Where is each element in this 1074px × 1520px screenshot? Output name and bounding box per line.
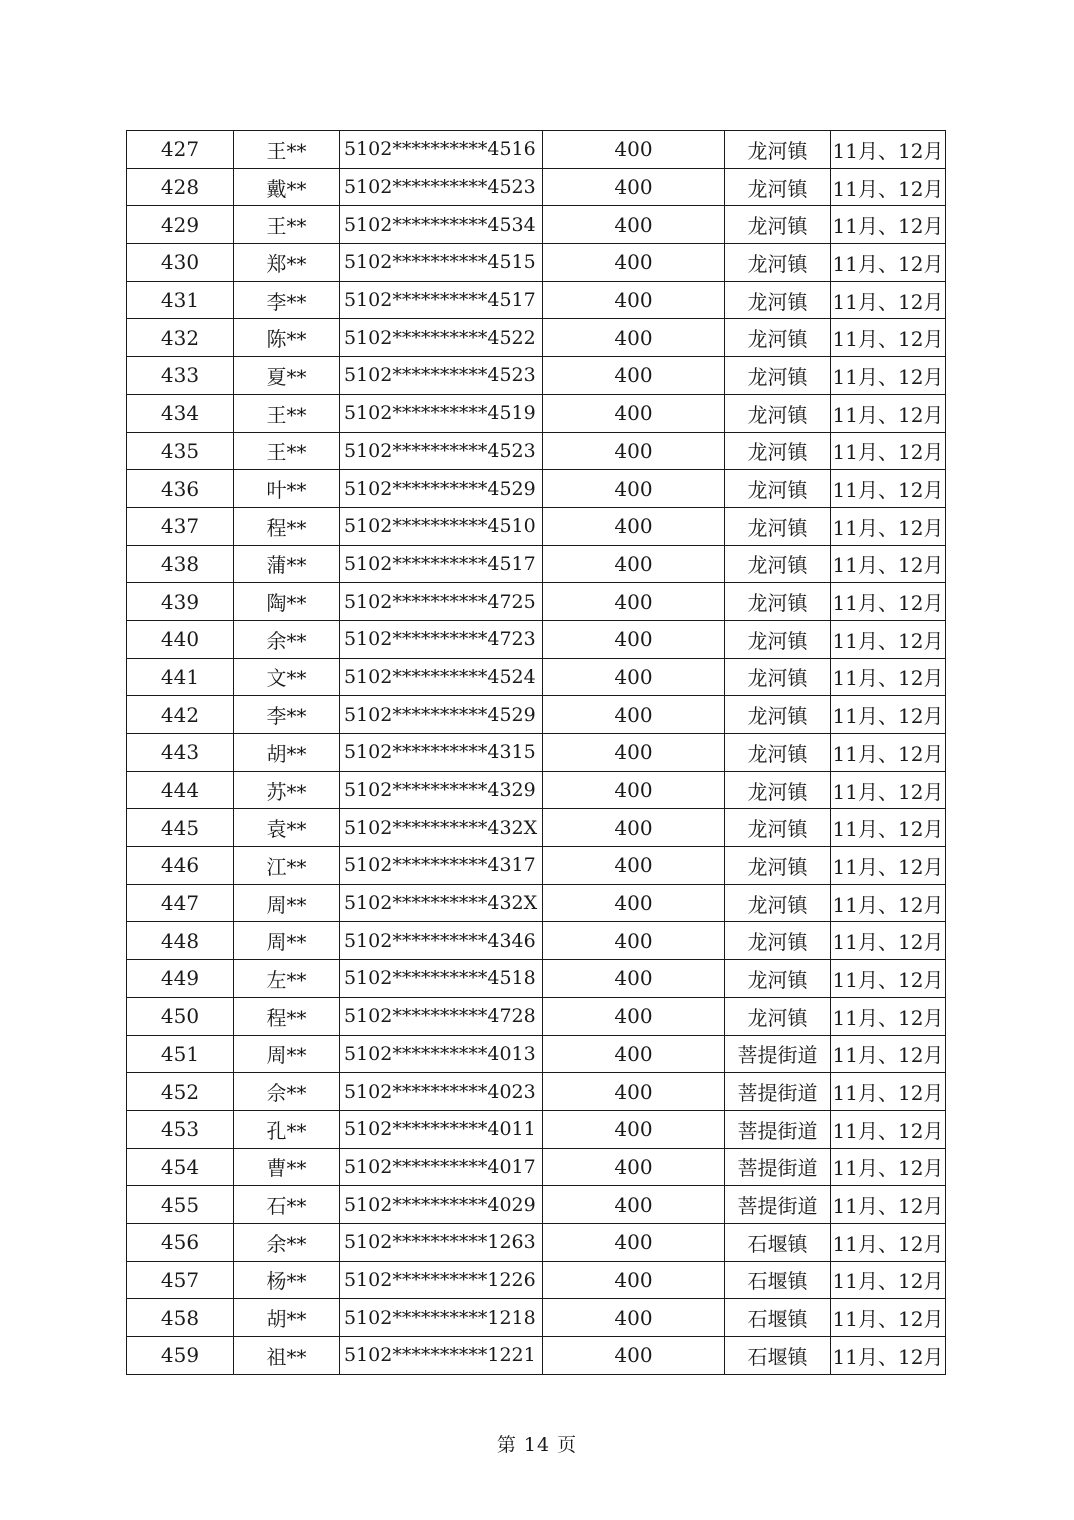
cell-amount: 400 [543,1261,725,1299]
cell-number: 452 [127,1073,234,1111]
table-row [127,131,946,169]
cell-number: 442 [127,696,234,734]
cell-town: 龙河镇 [725,696,831,734]
cell-name: 郑** [234,244,340,282]
table-row [127,960,946,998]
cell-months: 11月、12月 [831,658,946,696]
cell-name: 苏** [234,771,340,809]
cell-months: 11月、12月 [831,583,946,621]
cell-name: 程** [234,997,340,1035]
table-row [127,809,946,847]
cell-name: 余** [234,620,340,658]
cell-name: 左** [234,960,340,998]
cell-amount: 400 [543,1337,725,1375]
cell-number: 446 [127,847,234,885]
cell-amount: 400 [543,997,725,1035]
cell-name: 杨** [234,1261,340,1299]
cell-months: 11月、12月 [831,244,946,282]
cell-number: 451 [127,1035,234,1073]
cell-id-number: 5102**********4517 [340,545,543,583]
cell-name: 陈** [234,319,340,357]
cell-id-number: 5102**********4522 [340,319,543,357]
table-row [127,1186,946,1224]
table-row [127,1073,946,1111]
table-row [127,771,946,809]
cell-number: 427 [127,131,234,169]
cell-town: 龙河镇 [725,394,831,432]
cell-number: 454 [127,1148,234,1186]
cell-number: 435 [127,432,234,470]
cell-months: 11月、12月 [831,847,946,885]
cell-id-number: 5102**********4523 [340,357,543,395]
cell-number: 438 [127,545,234,583]
cell-months: 11月、12月 [831,884,946,922]
cell-amount: 400 [543,319,725,357]
cell-amount: 400 [543,206,725,244]
cell-number: 428 [127,168,234,206]
cell-months: 11月、12月 [831,960,946,998]
cell-months: 11月、12月 [831,771,946,809]
cell-number: 434 [127,394,234,432]
cell-name: 文** [234,658,340,696]
cell-amount: 400 [543,1073,725,1111]
cell-months: 11月、12月 [831,168,946,206]
cell-name: 周** [234,1035,340,1073]
table-row [127,281,946,319]
cell-name: 夏** [234,357,340,395]
cell-town: 龙河镇 [725,281,831,319]
cell-town: 龙河镇 [725,658,831,696]
table-row [127,922,946,960]
cell-amount: 400 [543,1110,725,1148]
cell-id-number: 5102**********4510 [340,507,543,545]
cell-number: 429 [127,206,234,244]
table-row [127,1299,946,1337]
cell-name: 江** [234,847,340,885]
table-row [127,1337,946,1375]
cell-number: 431 [127,281,234,319]
cell-town: 菩提街道 [725,1035,831,1073]
cell-name: 石** [234,1186,340,1224]
cell-id-number: 5102**********4723 [340,620,543,658]
cell-amount: 400 [543,1186,725,1224]
cell-name: 曹** [234,1148,340,1186]
cell-amount: 400 [543,244,725,282]
cell-number: 439 [127,583,234,621]
table-row [127,1148,946,1186]
cell-town: 龙河镇 [725,771,831,809]
cell-months: 11月、12月 [831,1148,946,1186]
table-row [127,1261,946,1299]
cell-amount: 400 [543,583,725,621]
table-row [127,884,946,922]
cell-town: 龙河镇 [725,131,831,169]
cell-id-number: 5102**********4023 [340,1073,543,1111]
cell-name: 祖** [234,1337,340,1375]
cell-months: 11月、12月 [831,357,946,395]
cell-name: 孔** [234,1110,340,1148]
cell-number: 448 [127,922,234,960]
cell-town: 菩提街道 [725,1148,831,1186]
table-row [127,394,946,432]
cell-number: 441 [127,658,234,696]
cell-town: 龙河镇 [725,168,831,206]
cell-amount: 400 [543,394,725,432]
cell-name: 叶** [234,470,340,508]
cell-town: 龙河镇 [725,847,831,885]
cell-id-number: 5102**********1218 [340,1299,543,1337]
cell-number: 455 [127,1186,234,1224]
cell-name: 周** [234,922,340,960]
cell-amount: 400 [543,960,725,998]
cell-months: 11月、12月 [831,997,946,1035]
table-row [127,357,946,395]
cell-months: 11月、12月 [831,1110,946,1148]
cell-id-number: 5102**********4523 [340,168,543,206]
cell-town: 龙河镇 [725,545,831,583]
cell-name: 戴** [234,168,340,206]
cell-name: 王** [234,206,340,244]
cell-id-number: 5102**********4529 [340,696,543,734]
cell-id-number: 5102**********1226 [340,1261,543,1299]
cell-number: 449 [127,960,234,998]
cell-town: 龙河镇 [725,357,831,395]
cell-town: 龙河镇 [725,470,831,508]
cell-months: 11月、12月 [831,1073,946,1111]
cell-id-number: 5102**********4518 [340,960,543,998]
cell-id-number: 5102**********4029 [340,1186,543,1224]
cell-town: 石堰镇 [725,1223,831,1261]
cell-amount: 400 [543,696,725,734]
cell-months: 11月、12月 [831,620,946,658]
cell-number: 437 [127,507,234,545]
cell-town: 石堰镇 [725,1337,831,1375]
cell-name: 王** [234,394,340,432]
table-row [127,432,946,470]
cell-name: 周** [234,884,340,922]
table-row [127,734,946,772]
cell-number: 443 [127,734,234,772]
cell-name: 王** [234,131,340,169]
cell-name: 余** [234,1223,340,1261]
cell-town: 龙河镇 [725,620,831,658]
cell-months: 11月、12月 [831,1299,946,1337]
cell-number: 459 [127,1337,234,1375]
cell-town: 龙河镇 [725,432,831,470]
beneficiary-table [126,130,946,1375]
cell-amount: 400 [543,847,725,885]
cell-town: 石堰镇 [725,1261,831,1299]
cell-id-number: 5102**********1263 [340,1223,543,1261]
cell-id-number: 5102**********4013 [340,1035,543,1073]
cell-name: 王** [234,432,340,470]
table-row [127,1110,946,1148]
cell-months: 11月、12月 [831,432,946,470]
cell-id-number: 5102**********4329 [340,771,543,809]
cell-id-number: 5102**********432X [340,884,543,922]
table-row [127,319,946,357]
cell-id-number: 5102**********4534 [340,206,543,244]
cell-name: 李** [234,281,340,319]
cell-number: 430 [127,244,234,282]
cell-number: 445 [127,809,234,847]
cell-name: 胡** [234,734,340,772]
cell-months: 11月、12月 [831,319,946,357]
cell-amount: 400 [543,922,725,960]
cell-town: 龙河镇 [725,884,831,922]
cell-number: 450 [127,997,234,1035]
cell-id-number: 5102**********4017 [340,1148,543,1186]
cell-id-number: 5102**********432X [340,809,543,847]
cell-town: 龙河镇 [725,244,831,282]
cell-amount: 400 [543,470,725,508]
cell-town: 菩提街道 [725,1073,831,1111]
cell-amount: 400 [543,1035,725,1073]
cell-name: 蒲** [234,545,340,583]
table-row [127,696,946,734]
cell-town: 石堰镇 [725,1299,831,1337]
cell-id-number: 5102**********4516 [340,131,543,169]
table-row [127,206,946,244]
cell-amount: 400 [543,168,725,206]
cell-amount: 400 [543,734,725,772]
cell-months: 11月、12月 [831,1186,946,1224]
cell-amount: 400 [543,131,725,169]
table-row [127,620,946,658]
cell-town: 龙河镇 [725,507,831,545]
cell-months: 11月、12月 [831,696,946,734]
cell-id-number: 5102**********4011 [340,1110,543,1148]
cell-amount: 400 [543,884,725,922]
table-body [127,131,946,1375]
cell-months: 11月、12月 [831,734,946,772]
cell-town: 菩提街道 [725,1186,831,1224]
cell-town: 龙河镇 [725,734,831,772]
cell-id-number: 5102**********4728 [340,997,543,1035]
cell-town: 龙河镇 [725,809,831,847]
cell-id-number: 5102**********4524 [340,658,543,696]
cell-amount: 400 [543,771,725,809]
cell-months: 11月、12月 [831,470,946,508]
cell-town: 龙河镇 [725,319,831,357]
cell-months: 11月、12月 [831,131,946,169]
cell-amount: 400 [543,507,725,545]
cell-months: 11月、12月 [831,507,946,545]
cell-amount: 400 [543,658,725,696]
cell-months: 11月、12月 [831,922,946,960]
cell-name: 佘** [234,1073,340,1111]
cell-name: 袁** [234,809,340,847]
cell-amount: 400 [543,620,725,658]
table-row [127,507,946,545]
cell-months: 11月、12月 [831,281,946,319]
cell-months: 11月、12月 [831,809,946,847]
cell-id-number: 5102**********4346 [340,922,543,960]
table-row [127,847,946,885]
cell-town: 龙河镇 [725,960,831,998]
cell-id-number: 5102**********4519 [340,394,543,432]
cell-amount: 400 [543,1299,725,1337]
cell-months: 11月、12月 [831,1223,946,1261]
table-row [127,583,946,621]
table-row [127,244,946,282]
cell-id-number: 5102**********4725 [340,583,543,621]
table-row [127,997,946,1035]
cell-number: 456 [127,1223,234,1261]
cell-number: 440 [127,620,234,658]
table-row [127,1035,946,1073]
cell-town: 龙河镇 [725,922,831,960]
cell-id-number: 5102**********4523 [340,432,543,470]
cell-id-number: 5102**********4317 [340,847,543,885]
cell-name: 程** [234,507,340,545]
cell-number: 457 [127,1261,234,1299]
cell-id-number: 5102**********4515 [340,244,543,282]
cell-number: 436 [127,470,234,508]
cell-id-number: 5102**********4517 [340,281,543,319]
cell-months: 11月、12月 [831,206,946,244]
table-row [127,658,946,696]
cell-name: 陶** [234,583,340,621]
cell-town: 菩提街道 [725,1110,831,1148]
cell-months: 11月、12月 [831,1337,946,1375]
table-row [127,1223,946,1261]
cell-months: 11月、12月 [831,1035,946,1073]
cell-months: 11月、12月 [831,1261,946,1299]
cell-number: 444 [127,771,234,809]
page-number: 第 14 页 [496,1434,578,1456]
table-row [127,470,946,508]
cell-name: 胡** [234,1299,340,1337]
cell-id-number: 5102**********1221 [340,1337,543,1375]
cell-town: 龙河镇 [725,206,831,244]
cell-id-number: 5102**********4315 [340,734,543,772]
cell-amount: 400 [543,809,725,847]
cell-number: 433 [127,357,234,395]
table-row [127,545,946,583]
cell-amount: 400 [543,281,725,319]
cell-id-number: 5102**********4529 [340,470,543,508]
cell-number: 447 [127,884,234,922]
cell-months: 11月、12月 [831,545,946,583]
cell-months: 11月、12月 [831,394,946,432]
cell-number: 458 [127,1299,234,1337]
table-row [127,168,946,206]
cell-town: 龙河镇 [725,997,831,1035]
cell-amount: 400 [543,432,725,470]
cell-amount: 400 [543,545,725,583]
cell-amount: 400 [543,1223,725,1261]
cell-number: 432 [127,319,234,357]
cell-amount: 400 [543,1148,725,1186]
cell-name: 李** [234,696,340,734]
cell-number: 453 [127,1110,234,1148]
cell-town: 龙河镇 [725,583,831,621]
cell-amount: 400 [543,357,725,395]
